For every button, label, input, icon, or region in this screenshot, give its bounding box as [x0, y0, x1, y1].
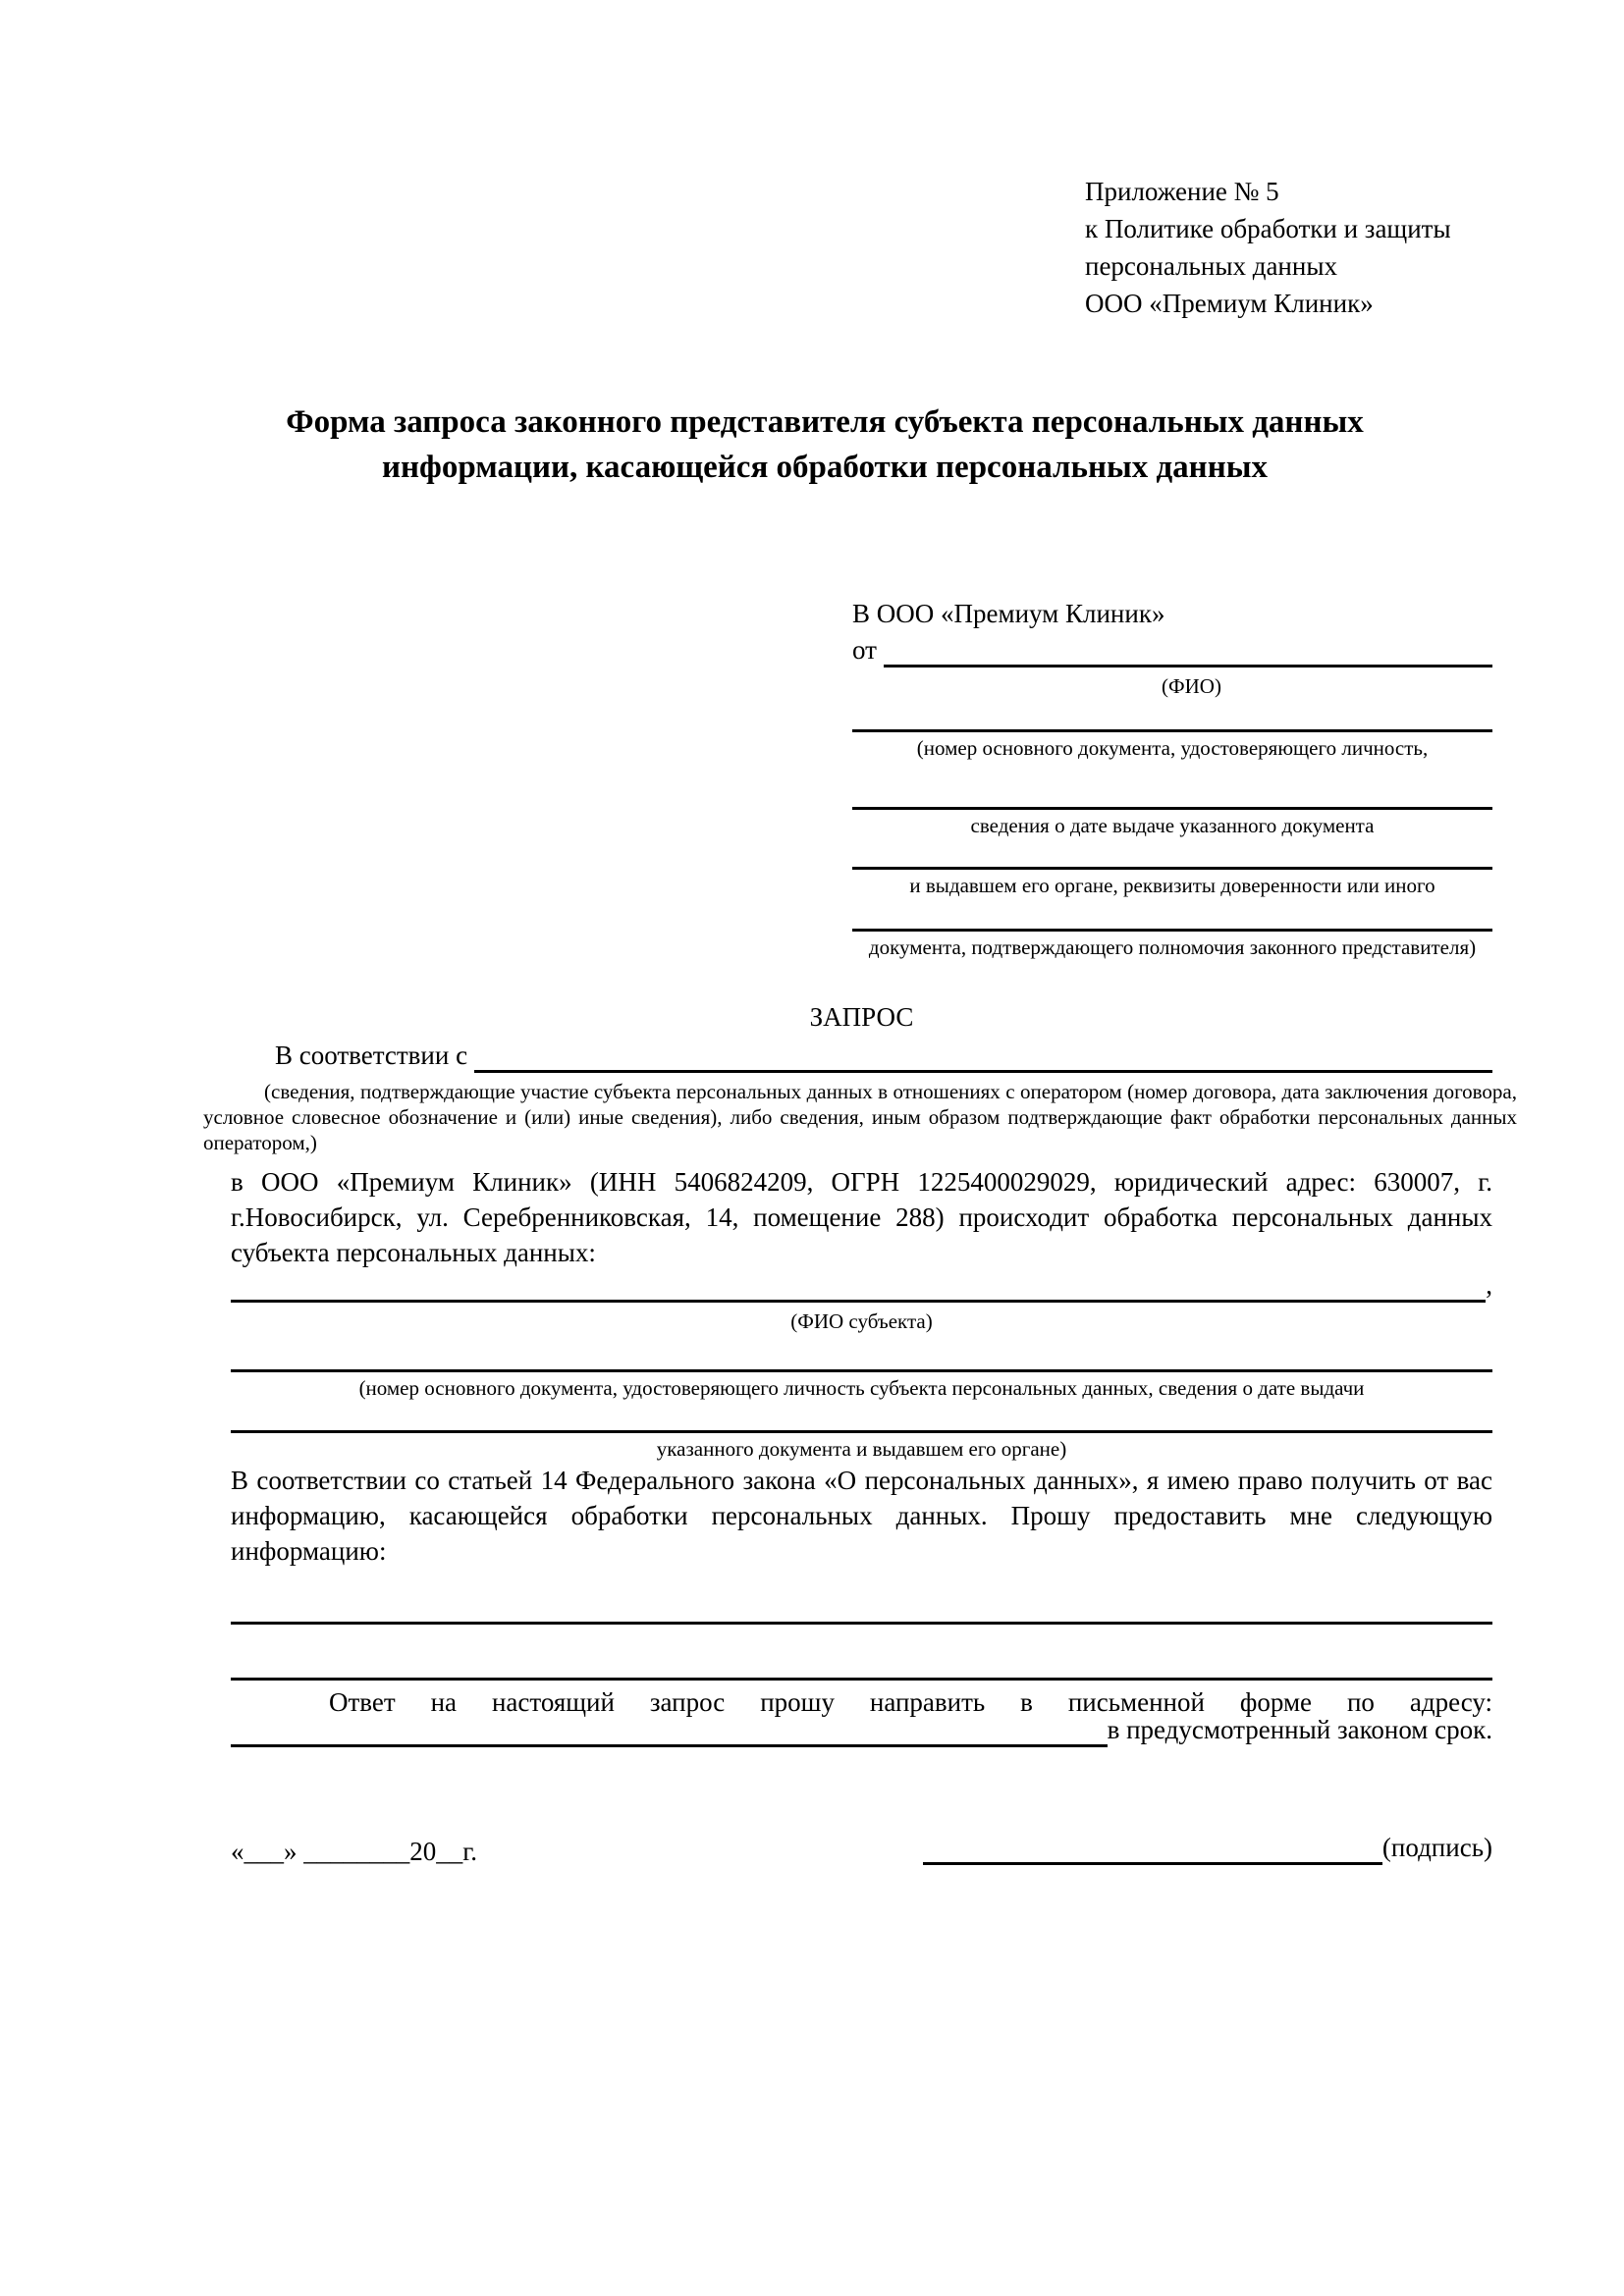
appendix-line: ООО «Премиум Клиник» — [1085, 289, 1374, 318]
title-line-1: Форма запроса законного представителя субъекта персональных данных — [286, 404, 1364, 440]
answer-address-blank-line[interactable] — [231, 1744, 1108, 1747]
accordance-blank-line[interactable] — [474, 1070, 1492, 1073]
rule-caption-3: и выдавшем его органе, реквизиты доверенности или иного — [909, 874, 1435, 897]
subject-doc-caption-2: указанного документа и выдавшем его органе) — [656, 1437, 1067, 1461]
operator-paragraph: в ООО «Премиум Клиник» (ИНН 5406824209, ОГРН 1225400029029, юридический адрес: 630007, г. г.Новосибирск, ул. Серебренниковская, 14, помещение 288) происходит обработка персональных данных субъекта персональных данных: — [231, 1167, 1492, 1267]
answer-tail: в предусмотренный законом срок. — [1107, 1715, 1492, 1744]
fio-caption: (ФИО) — [1162, 674, 1221, 698]
subject-doc-blank-2[interactable] — [231, 1430, 1492, 1462]
addressee-org: В ООО «Премиум Клиник» — [852, 599, 1165, 628]
title-line-2: информации, касающейся обработки персональных данных — [382, 450, 1268, 485]
accordance-label: В соответствии с — [275, 1041, 474, 1070]
answer-address-row — [231, 1716, 1492, 1747]
appendix-line: к Политике обработки и защиты — [1085, 214, 1451, 243]
trailing-comma: , — [1486, 1270, 1492, 1300]
request-heading: ЗАПРОС — [809, 1002, 914, 1032]
representative-doc-blank-4[interactable] — [852, 929, 1492, 960]
answer-sentence: Ответ на настоящий запрос прошу направить в письменной форме по адресу: — [329, 1687, 1492, 1717]
subject-doc-caption-1: (номер основного документа, удостоверяющего личность субъекта персональных данных, сведения о дате выдачи — [358, 1376, 1365, 1400]
appendix-line: Приложение № 5 — [1085, 177, 1279, 206]
signature-caption: (подпись) — [1381, 1833, 1492, 1862]
from-blank-line[interactable] — [884, 665, 1492, 667]
signature-blank-line[interactable] — [923, 1862, 1382, 1865]
representative-doc-blank-2[interactable] — [852, 807, 1492, 838]
rule-caption-4: документа, подтверждающего полномочия законного представителя) — [868, 935, 1477, 959]
appendix-line: персональных данных — [1085, 251, 1337, 281]
representative-doc-blank-3[interactable] — [852, 867, 1492, 898]
law-paragraph: В соответствии со статьей 14 Федерального закона «О персональных данных», я имею право получить от вас информацию, касающейся обработки персональных данных. Прошу предоставить мне следующую информацию: — [231, 1466, 1492, 1566]
info-blank-line-1[interactable] — [231, 1622, 1492, 1625]
rule-caption-1: (номер основного документа, удостоверяющего личность, — [916, 736, 1429, 760]
subject-fio-caption: (ФИО субъекта) — [790, 1309, 933, 1333]
subject-doc-blank-1[interactable] — [231, 1369, 1492, 1401]
info-blank-line-2[interactable] — [231, 1678, 1492, 1681]
appendix-block — [1085, 173, 1451, 322]
subject-fio-blank-line[interactable] — [231, 1300, 1486, 1303]
rule-caption-2: сведения о дате выдаче указанного документа — [970, 814, 1375, 837]
from-row — [852, 636, 1492, 667]
signature-row — [923, 1834, 1492, 1865]
date-blank[interactable]: «___» ________20__г. — [231, 1837, 478, 1866]
from-label: от — [852, 635, 884, 665]
subject-fio-row — [231, 1271, 1492, 1303]
document-title — [157, 400, 1492, 490]
accordance-row — [231, 1041, 1492, 1073]
representative-doc-blank-1[interactable] — [852, 729, 1492, 761]
fill-hint: (сведения, подтверждающие участие субъекта персональных данных в отношениях с оператором (номер договора, дата заключения договора, условное словесное обозначение и (или) иные сведения), либо сведения, иным образом подтверждающие факт обработки персональных данных оператором,) — [203, 1080, 1517, 1154]
